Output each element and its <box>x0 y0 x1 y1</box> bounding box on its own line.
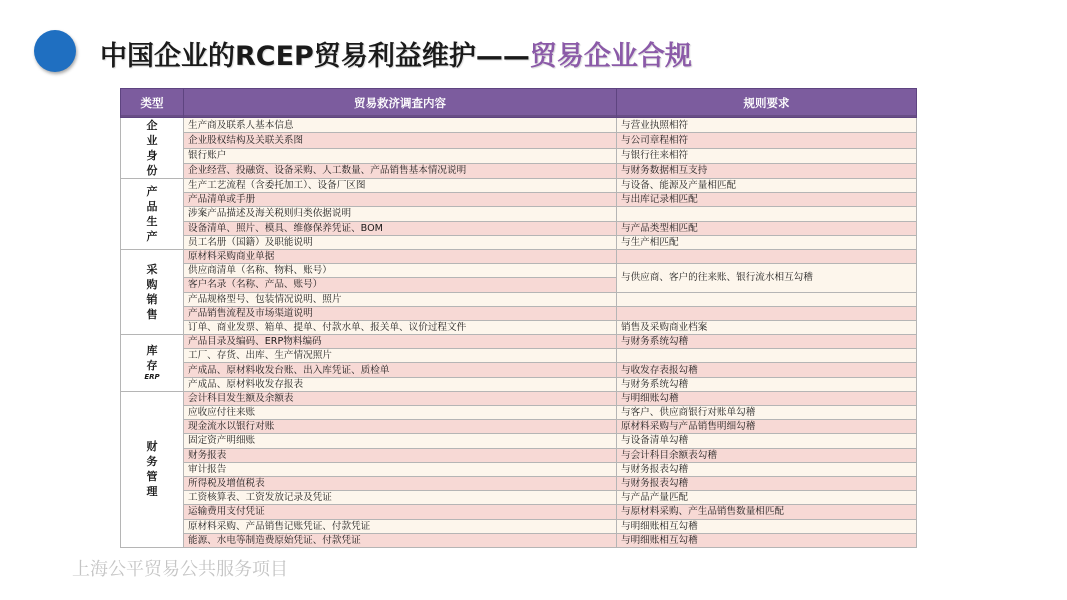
category-sublabel: ERP <box>144 373 160 382</box>
rule-cell: 与明细账相互勾稽 <box>617 533 917 547</box>
content-cell: 涉案产品描述及海关税则归类依据说明 <box>184 207 617 221</box>
rule-cell: 原材料采购与产品销售明细勾稽 <box>617 420 917 434</box>
rule-cell: 与明细账勾稽 <box>617 391 917 405</box>
table-row <box>121 118 917 133</box>
rule-cell: 与设备、能源及产量相匹配 <box>617 179 917 193</box>
content-cell: 员工名册（国籍）及职能说明 <box>184 235 617 249</box>
table-row <box>121 462 917 476</box>
rule-cell: 与产品产量匹配 <box>617 491 917 505</box>
table-row <box>121 264 917 278</box>
category-cell <box>121 249 184 334</box>
content-cell: 企业经营、投融资、设备采购、人工数量、产品销售基本情况说明 <box>184 163 617 178</box>
content-cell: 所得税及增值税表 <box>184 476 617 490</box>
table-row <box>121 335 917 349</box>
table-row <box>121 406 917 420</box>
header-type: 类型 <box>121 89 184 118</box>
header-rules: 规则要求 <box>617 89 917 118</box>
content-cell: 产品销售流程及市场渠道说明 <box>184 306 617 320</box>
content-cell: 应收应付往来账 <box>184 406 617 420</box>
content-cell: 设备清单、照片、模具、维修保养凭证、BOM <box>184 221 617 235</box>
content-cell: 企业股权结构及关联关系图 <box>184 133 617 148</box>
rule-cell: 与公司章程相符 <box>617 133 917 148</box>
table-row <box>121 519 917 533</box>
header-content: 贸易救济调查内容 <box>184 89 617 118</box>
title-accent: 贸易企业合规 <box>529 41 692 72</box>
table-row <box>121 391 917 405</box>
content-cell: 现金流水以银行对账 <box>184 420 617 434</box>
content-cell: 生产工艺流程（含委托加工）、设备厂区图 <box>184 179 617 193</box>
content-cell: 财务报表 <box>184 448 617 462</box>
title-main: 中国企业的RCEP贸易利益维护—— <box>100 41 530 72</box>
table-row <box>121 235 917 249</box>
content-cell: 银行账户 <box>184 148 617 163</box>
rule-cell: 与银行往来相符 <box>617 148 917 163</box>
rule-cell: 与原材料采购、产生品销售数量相匹配 <box>617 505 917 519</box>
table-row <box>121 148 917 163</box>
rule-cell: 与设备清单勾稽 <box>617 434 917 448</box>
category-cell <box>121 391 184 547</box>
table-row <box>121 420 917 434</box>
category-label: 财务管理 <box>146 440 158 499</box>
content-cell: 能源、水电等制造费原始凭证、付款凭证 <box>184 533 617 547</box>
rule-cell <box>617 249 917 263</box>
content-cell: 原材料采购、产品销售记账凭证、付款凭证 <box>184 519 617 533</box>
content-cell: 审计报告 <box>184 462 617 476</box>
table-row <box>121 320 917 334</box>
content-cell: 会计科目发生额及余额表 <box>184 391 617 405</box>
table-row <box>121 193 917 207</box>
content-cell: 工资核算表、工资发放记录及凭证 <box>184 491 617 505</box>
table-row <box>121 249 917 263</box>
category-cell <box>121 118 184 179</box>
rule-cell: 与供应商、客户的往来账、银行流水相互勾稽 <box>617 264 917 292</box>
content-cell: 产成品、原材料收发台账、出入库凭证、质检单 <box>184 363 617 377</box>
rule-cell: 与财务系统勾稽 <box>617 335 917 349</box>
rule-cell <box>617 207 917 221</box>
content-cell: 固定资产明细账 <box>184 434 617 448</box>
category-cell <box>121 335 184 392</box>
rule-cell: 与客户、供应商银行对账单勾稽 <box>617 406 917 420</box>
rule-cell: 与财务系统勾稽 <box>617 377 917 391</box>
content-cell: 产品清单或手册 <box>184 193 617 207</box>
category-label: 采购销售 <box>146 263 158 321</box>
table-row <box>121 505 917 519</box>
table-row <box>121 306 917 320</box>
content-cell: 订单、商业发票、箱单、提单、付款水单、报关单、议价过程文件 <box>184 320 617 334</box>
content-cell: 产品目录及编码、ERP物料编码 <box>184 335 617 349</box>
rule-cell <box>617 306 917 320</box>
compliance-table <box>120 88 917 548</box>
rule-cell: 与收发存表报勾稽 <box>617 363 917 377</box>
content-cell: 产成品、原材料收发存报表 <box>184 377 617 391</box>
category-cell <box>121 179 184 250</box>
table-row <box>121 434 917 448</box>
footer-text: 上海公平贸易公共服务项目 <box>72 559 288 580</box>
rule-cell: 与营业执照相符 <box>617 118 917 133</box>
table-row <box>121 533 917 547</box>
table-row <box>121 292 917 306</box>
content-cell: 原材料采购商业单据 <box>184 249 617 263</box>
page-title <box>100 34 692 73</box>
table-body <box>121 118 917 548</box>
category-label: 产品生产 <box>146 184 158 243</box>
rule-cell: 与生产相匹配 <box>617 235 917 249</box>
content-cell: 生产商及联系人基本信息 <box>184 118 617 133</box>
table-row <box>121 377 917 391</box>
rule-cell: 销售及采购商业档案 <box>617 320 917 334</box>
table-row <box>121 349 917 363</box>
table-row <box>121 163 917 178</box>
table-row <box>121 221 917 235</box>
table-row <box>121 207 917 221</box>
table-row <box>121 448 917 462</box>
rule-cell: 与财务报表勾稽 <box>617 462 917 476</box>
rule-cell: 与财务数据相互支持 <box>617 163 917 178</box>
rule-cell: 与产品类型相匹配 <box>617 221 917 235</box>
rule-cell: 与财务报表勾稽 <box>617 476 917 490</box>
category-label: 企业身份 <box>146 119 158 177</box>
content-cell: 工厂、存货、出库、生产情况照片 <box>184 349 617 363</box>
rule-cell: 与明细账相互勾稽 <box>617 519 917 533</box>
rule-cell: 与出库记录相匹配 <box>617 193 917 207</box>
content-cell: 客户名录（名称、产品、账号） <box>184 278 617 292</box>
table-row <box>121 133 917 148</box>
content-cell: 运输费用支付凭证 <box>184 505 617 519</box>
table-header-row <box>121 89 917 118</box>
table-row <box>121 363 917 377</box>
rule-cell <box>617 292 917 306</box>
content-cell: 供应商清单（名称、物料、账号） <box>184 264 617 278</box>
table-row <box>121 476 917 490</box>
title-bullet-icon <box>34 30 76 72</box>
table-row <box>121 179 917 193</box>
category-label: 库存 <box>146 344 158 373</box>
rule-cell <box>617 349 917 363</box>
table-row <box>121 491 917 505</box>
content-cell: 产品规格型号、包装情况说明、照片 <box>184 292 617 306</box>
rule-cell: 与会计科目余额表勾稽 <box>617 448 917 462</box>
